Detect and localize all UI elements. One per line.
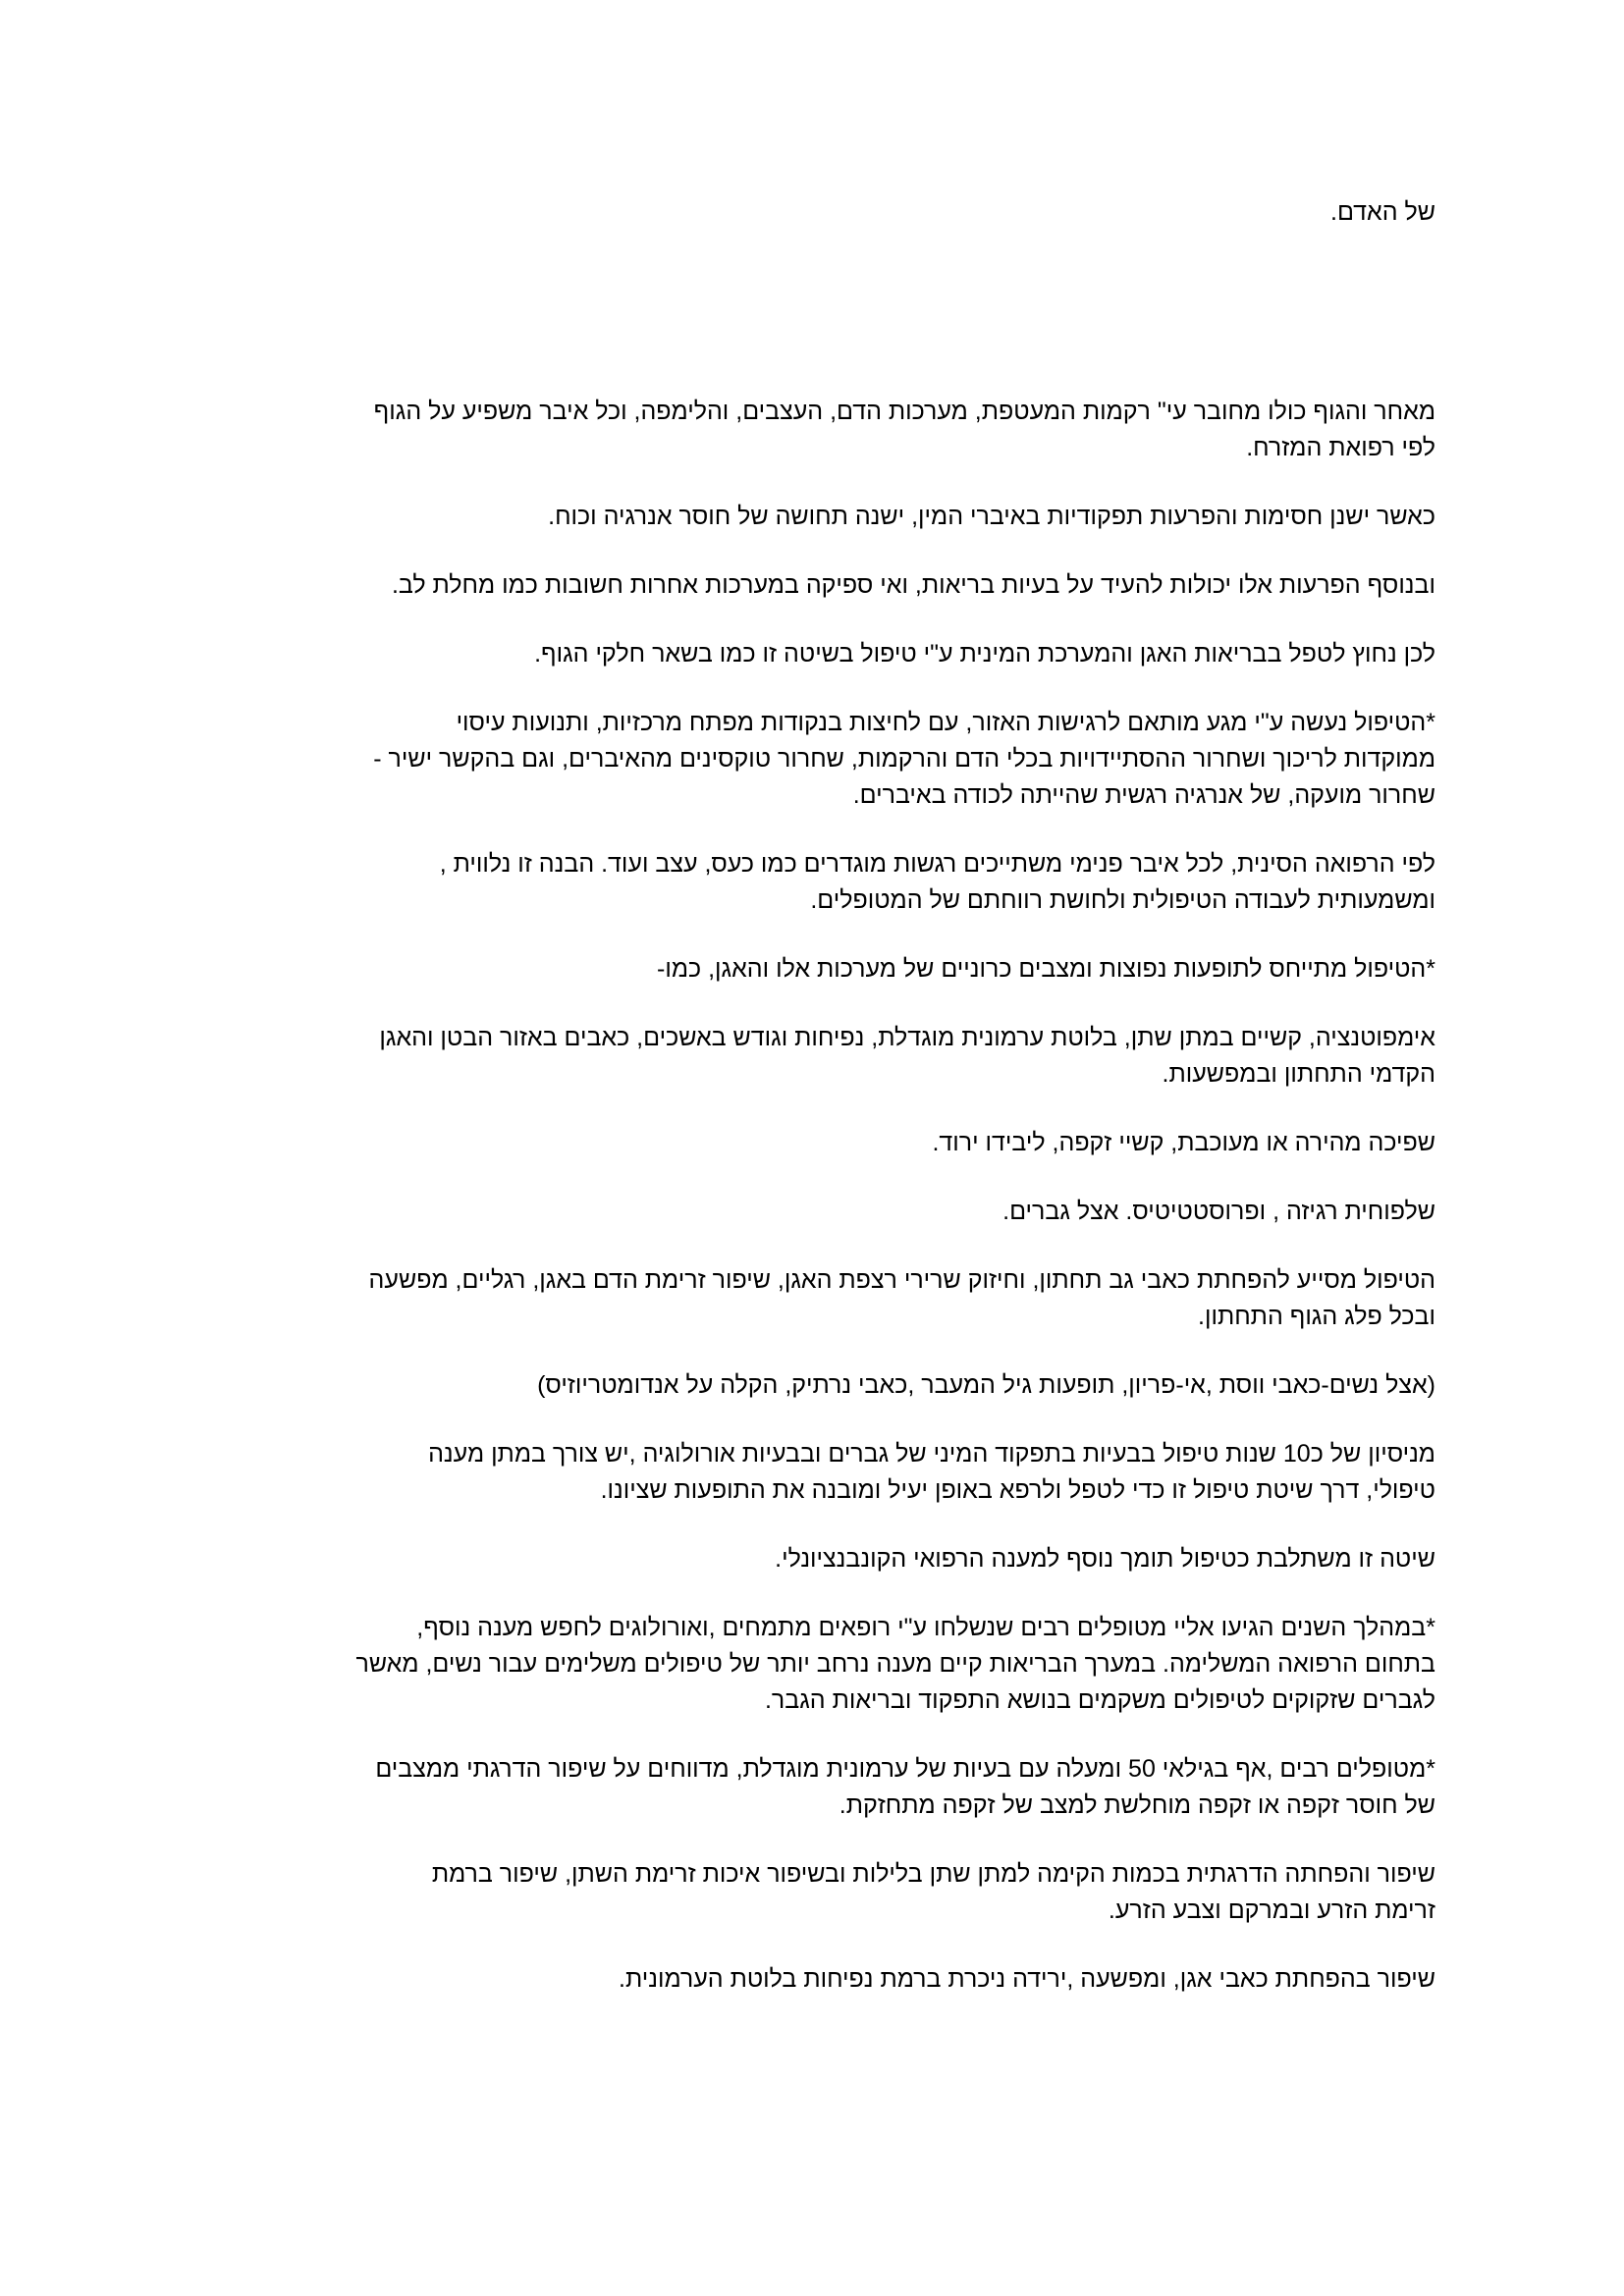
paragraph-10: שלפוחית רגיזה , ופרוסטטיטיס. אצל גברים. <box>1002 1198 1435 1225</box>
paragraph-11: הטיפול מסייע להפחתת כאבי גב תחתון, וחיזוק שרירי רצפת האגן, שיפור זרימת הדם באגן, רגליים, מפשעה ובכל פלג הגוף התחתון. <box>368 1266 1435 1330</box>
top-line-text: של האדם. <box>1330 198 1435 226</box>
paragraph-16: *מטופלים רבים ,אף בגילאי 50 ומעלה עם בעיות של ערמונית מוגדלת, מדווחים על שיפור הדרגתי ממצבים של חוסר זקפה או זקפה מוחלשת למצב של זקפה מתחזקת. <box>375 1755 1435 1819</box>
paragraph-7: *הטיפול מתייחס לתופעות נפוצות ומצבים כרוניים של מערכות אלו והאגן, כמו- <box>657 955 1435 983</box>
paragraph-3: ובנוסף הפרעות אלו יכולות להעיד על בעיות בריאות, ואי ספיקה במערכות אחרות חשובות כמו מחלת לב. <box>391 571 1435 599</box>
document-top-line-container <box>189 194 1435 263</box>
paragraph-14: שיטה זו משתלבת כטיפול תומך נוסף למענה הרפואי הקונבנציונלי. <box>775 1545 1435 1573</box>
document-body <box>189 394 1435 2030</box>
paragraph-15: *במהלך השנים הגיעו אליי מטופלים רבים שנשלחו ע"י רופאים מתמחים ,ואורולוגים לחפש מענה נוסף, בתחום הרפואה המשלימה. במערך הבריאות קיים מענה נרחב יותר של טיפולים משלימים עבור נשים, מאשר לגברים שזקוקים לטיפולים משקמים בנושא התפקוד ובריאות הגבר. <box>355 1614 1435 1714</box>
paragraph-12: (אצל נשים-כאבי ווסת ,אי-פריון, תופעות גיל המעבר ,כאבי נרתיק, הקלה על אנדומטריוזיס) <box>537 1371 1435 1399</box>
paragraph-9: שפיכה מהירה או מעוכבת, קשיי זקפה, ליבידו ירוד. <box>932 1129 1435 1156</box>
paragraph-6: לפי הרפואה הסינית, לכל איבר פנימי משתייכים רגשות מוגדרים כמו כעס, עצב ועוד. הבנה זו נלווית , ומשמעותית לעבודה הטיפולית ולחושת רווחתם של המטופלים. <box>439 850 1435 914</box>
paragraph-2: כאשר ישנן חסימות והפרעות תפקודיות באיברי המין, ישנה תחושה של חוסר אנרגיה וכוח. <box>548 503 1435 530</box>
paragraph-17: שיפור והפחתה הדרגתית בכמות הקימה למתן שתן בלילות ובשיפור איכות זרימת השתן, שיפור ברמת זרימת הזרע ובמרקם וצבע הזרע. <box>431 1860 1435 1924</box>
paragraph-18: שיפור בהפחתת כאבי אגן, ומפשעה ,ירידה ניכרת ברמת נפיחות בלוטת הערמונית. <box>619 1965 1435 1993</box>
paragraph-1: מאחר והגוף כולו מחובר עי" רקמות המעטפת, מערכות הדם, העצבים, והלימפה, וכל איבר משפיע על הגוף לפי רפואת המזרח. <box>373 398 1435 461</box>
paragraph-8: אימפוטנציה, קשיים במתן שתן, בלוטת ערמונית מוגדלת, נפיחות וגודש באשכים, כאבים באזור הבטן והאגן הקדמי התחתון ובמפשעות. <box>379 1024 1435 1088</box>
paragraph-4: לכן נחוץ לטפל בבריאות האגן והמערכת המינית ע"י טיפול בשיטה זו כמו בשאר חלקי הגוף. <box>534 640 1435 667</box>
paragraph-13: מניסיון של כ10 שנות טיפול בבעיות בתפקוד המיני של גברים ובבעיות אורולוגיה ,יש צורך במתן מענה טיפולי, דרך שיטת טיפול זו כדי לטפל ולרפא באופן יעיל ומובנה את התופעות שציונו. <box>428 1440 1435 1504</box>
paragraph-5: *הטיפול נעשה ע"י מגע מותאם לרגישות האזור, עם לחיצות בנקודות מפתח מרכזיות, ותנועות עיסוי ממוקדות לריכוך ושחרור ההסתיידויות בכלי הדם והרקמות, שחרור טוקסינים מהאיברים, וגם בהקשר ישיר - שחרור מועקה, של אנרגיה רגשית שהייתה לכודה באיברים. <box>373 709 1435 809</box>
